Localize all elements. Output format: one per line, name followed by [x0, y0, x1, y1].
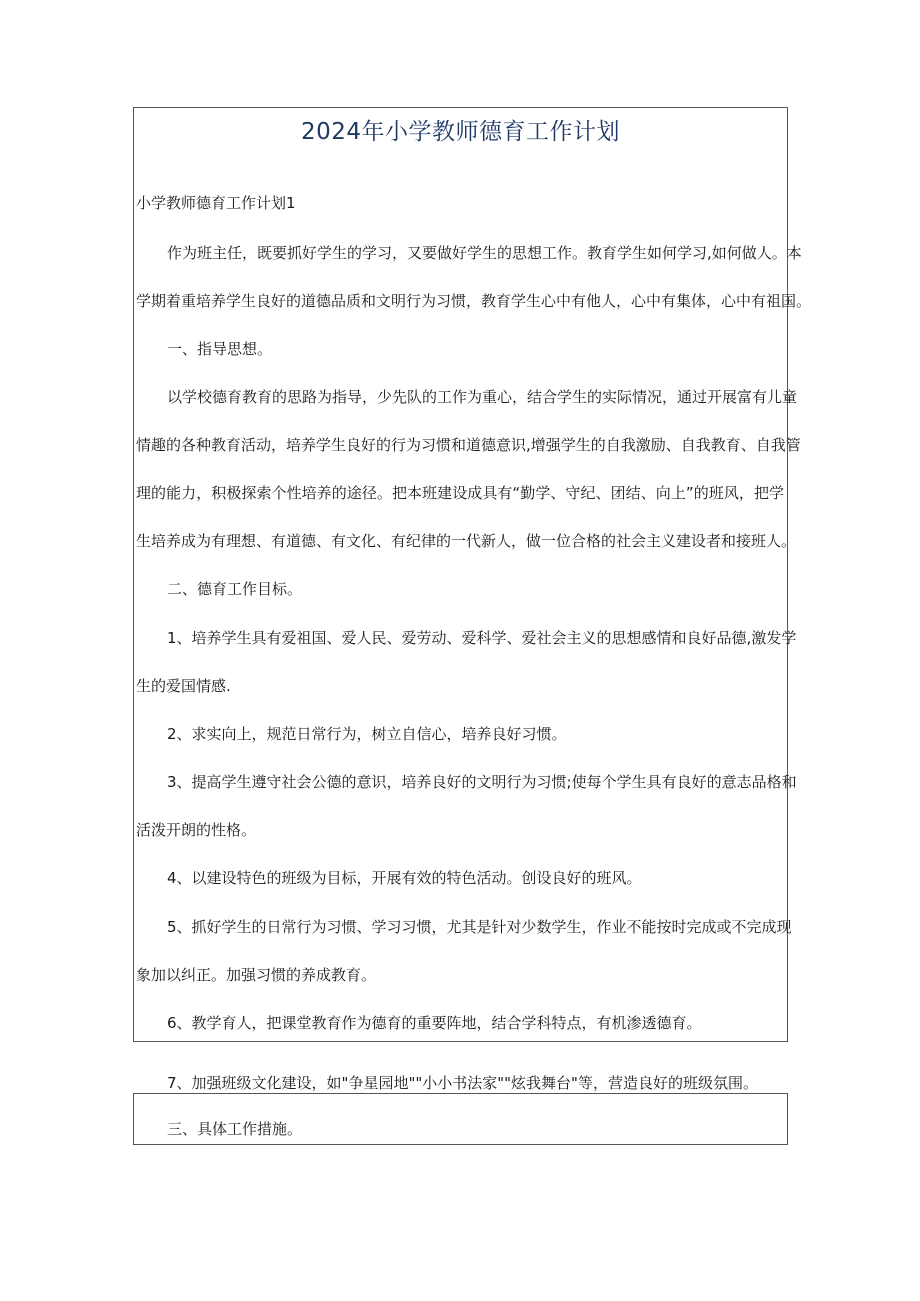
goal-item-6: 6、教学育人，把课堂教育作为德育的重要阵地，结合学科特点，有机渗透德育。	[167, 1014, 702, 1032]
goal-item-2: 2、求实向上，规范日常行为，树立自信心，培养良好习惯。	[167, 725, 567, 743]
goal-item-3-line-2: 活泼开朗的性格。	[136, 821, 257, 839]
intro-line-2: 学期着重培养学生良好的道德品质和文明行为习惯，教育学生心中有他人，心中有集体，心中有祖国。	[136, 292, 812, 310]
goal-item-4: 4、以建设特色的班级为目标，开展有效的特色活动。创设良好的班风。	[167, 869, 642, 887]
intro-line-1: 作为班主任，既要抓好学生的学习，又要做好学生的思想工作。教育学生如何学习,如何做人。本	[167, 244, 802, 262]
section1-line-4: 生培养成为有理想、有道德、有文化、有纪律的一代新人，做一位合格的社会主义建设者和接班人。	[136, 532, 797, 550]
section1-line-3: 理的能力，积极探索个性培养的途径。把本班建设成具有“勤学、守纪、团结、向上”的班风，把学	[136, 484, 784, 502]
section-heading-measures: 三、具体工作措施。	[167, 1120, 303, 1138]
goal-item-1-line-2: 生的爱国情感.	[136, 677, 231, 695]
section1-line-1: 以学校德育教育的思路为指导，少先队的工作为重心，结合学生的实际情况，通过开展富有儿童	[167, 388, 798, 406]
goal-item-5-line-1: 5、抓好学生的日常行为习惯、学习习惯，尤其是针对少数学生，作业不能按时完成或不完成现	[167, 918, 792, 936]
document-title: 2024年小学教师德育工作计划	[300, 119, 621, 145]
plan-subtitle: 小学教师德育工作计划1	[136, 194, 296, 212]
goal-item-5-line-2: 象加以纠正。加强习惯的养成教育。	[136, 966, 377, 984]
goal-item-3-line-1: 3、提高学生遵守社会公德的意识，培养良好的文明行为习惯;使每个学生具有良好的意志品格和	[167, 773, 797, 791]
goal-item-1-line-1: 1、培养学生具有爱祖国、爱人民、爱劳动、爱科学、爱社会主义的思想感情和良好品德,激发学	[167, 629, 797, 647]
section-heading-goals: 二、德育工作目标。	[167, 580, 303, 598]
section1-line-2: 情趣的各种教育活动，培养学生良好的行为习惯和道德意识,增强学生的自我激励、自我教育、自我管	[136, 436, 801, 454]
goal-item-7: 7、加强班级文化建设，如"争星园地""小小书法家""炫我舞台"等，营造良好的班级氛围。	[167, 1074, 758, 1092]
section-heading-guiding-thought: 一、指导思想。	[167, 340, 273, 358]
